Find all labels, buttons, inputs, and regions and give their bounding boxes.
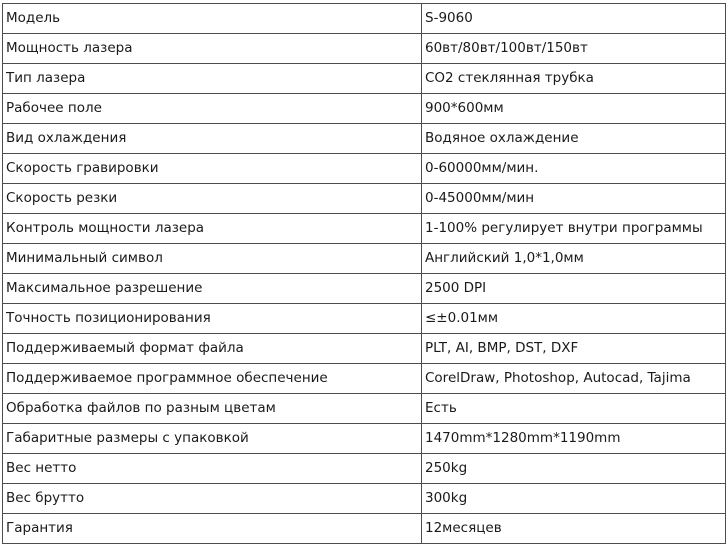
param-cell: Точность позиционирования bbox=[3, 304, 422, 334]
param-cell: Мощность лазера bbox=[3, 34, 422, 64]
value-cell: 1470mm*1280mm*1190mm bbox=[422, 424, 726, 454]
table-row bbox=[3, 124, 726, 154]
table-row bbox=[3, 454, 726, 484]
value-cell: S-9060 bbox=[422, 4, 726, 34]
param-cell: Рабочее поле bbox=[3, 94, 422, 124]
value-cell: Есть bbox=[422, 394, 726, 424]
table-row bbox=[3, 214, 726, 244]
table-row bbox=[3, 64, 726, 94]
value-cell: 2500 DPI bbox=[422, 274, 726, 304]
value-cell: 900*600мм bbox=[422, 94, 726, 124]
param-cell: Контроль мощности лазера bbox=[3, 214, 422, 244]
param-cell: Тип лазера bbox=[3, 64, 422, 94]
table-row bbox=[3, 184, 726, 214]
param-cell: Поддерживаемое программное обеспечение bbox=[3, 364, 422, 394]
value-cell: Английский 1,0*1,0мм bbox=[422, 244, 726, 274]
table-row bbox=[3, 34, 726, 64]
param-cell: Поддерживаемый формат файла bbox=[3, 334, 422, 364]
value-cell: 12месяцев bbox=[422, 514, 726, 544]
value-cell: 1-100% регулирует внутри программы bbox=[422, 214, 726, 244]
table-row bbox=[3, 274, 726, 304]
table-row bbox=[3, 394, 726, 424]
param-cell: Обработка файлов по разным цветам bbox=[3, 394, 422, 424]
table-row bbox=[3, 364, 726, 394]
value-cell: CorelDraw, Photoshop, Autocad, Tajima bbox=[422, 364, 726, 394]
param-cell: Скорость резки bbox=[3, 184, 422, 214]
table-row bbox=[3, 514, 726, 544]
param-cell: Габаритные размеры с упаковкой bbox=[3, 424, 422, 454]
value-cell: 250kg bbox=[422, 454, 726, 484]
param-cell: Максимальное разрешение bbox=[3, 274, 422, 304]
table-row bbox=[3, 154, 726, 184]
spec-table bbox=[2, 3, 726, 544]
table-row bbox=[3, 334, 726, 364]
value-cell: Водяное охлаждение bbox=[422, 124, 726, 154]
param-cell: Вид охлаждения bbox=[3, 124, 422, 154]
table-row bbox=[3, 244, 726, 274]
value-cell: CO2 стеклянная трубка bbox=[422, 64, 726, 94]
value-cell: 60вт/80вт/100вт/150вт bbox=[422, 34, 726, 64]
value-cell: 300kg bbox=[422, 484, 726, 514]
value-cell: PLT, AI, BMP, DST, DXF bbox=[422, 334, 726, 364]
param-cell: Скорость гравировки bbox=[3, 154, 422, 184]
param-cell: Минимальный символ bbox=[3, 244, 422, 274]
param-cell: Вес брутто bbox=[3, 484, 422, 514]
param-cell: Модель bbox=[3, 4, 422, 34]
param-cell: Вес нетто bbox=[3, 454, 422, 484]
value-cell: 0-45000мм/мин bbox=[422, 184, 726, 214]
table-row bbox=[3, 304, 726, 334]
table-row bbox=[3, 484, 726, 514]
table-row bbox=[3, 94, 726, 124]
value-cell: ≤±0.01мм bbox=[422, 304, 726, 334]
param-cell: Гарантия bbox=[3, 514, 422, 544]
table-row bbox=[3, 424, 726, 454]
value-cell: 0-60000мм/мин. bbox=[422, 154, 726, 184]
table-row bbox=[3, 4, 726, 34]
